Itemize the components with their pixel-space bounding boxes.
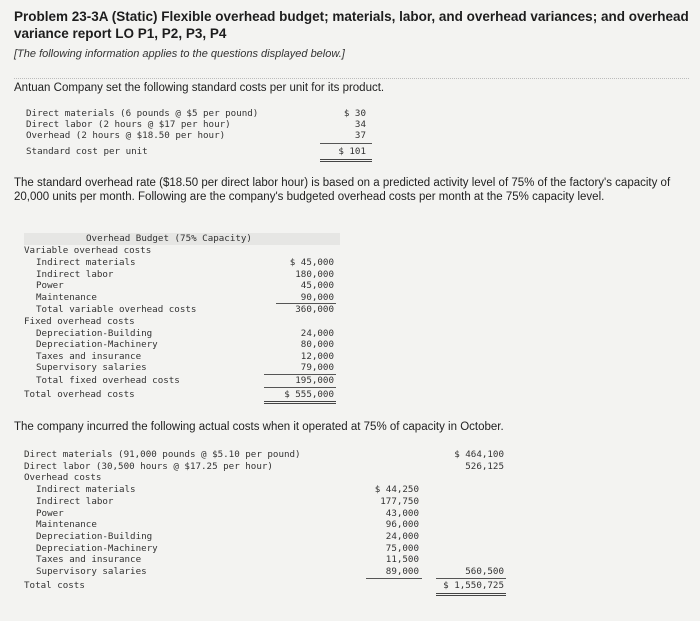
budget-row-value: 79,000 [300,362,334,373]
std-row-value: 34 [354,119,366,130]
grand-total-value: $ 555,000 [284,389,334,400]
actual-overhead-heading: Overhead costs [24,472,102,484]
budget-row-value: 12,000 [300,350,334,362]
std-total-value: $ 101 [338,146,366,157]
budget-row-label: Taxes and insurance [36,350,142,362]
total-costs-label: Total costs [24,580,85,591]
budget-row-label: Power [36,280,64,291]
variable-heading: Variable overhead costs [24,245,152,256]
actual-row-label: Power [36,507,64,519]
problem-title: Problem 23-3A (Static) Flexible overhead budget; materials, labor, and overhead variances; and overhead variance report LO P1, P2, P3, P4 [14,9,689,41]
actual-row-label: Depreciation-Building [36,530,153,542]
budget-row-label: Indirect labor [36,268,114,280]
actual-paragraph: The company incurred the following actual costs when it operated at 75% of capacity in October. [14,421,504,433]
underline [320,143,372,144]
actual-row-value: 43,000 [385,507,419,519]
info-note: [The following information applies to the questions displayed below.] [14,48,345,60]
std-row-value: $ 30 [343,108,366,119]
actual-row-value: 96,000 [385,519,419,531]
actual-row-label: Supervisory salaries [36,566,147,577]
actual-row-value: 75,000 [385,542,419,554]
budget-row-label: Depreciation-Building [36,327,153,339]
actual-dl-value: 526,125 [465,460,504,472]
fixed-heading: Fixed overhead costs [24,316,135,327]
budget-row-label: Indirect materials [36,257,136,268]
actual-row-label: Maintenance [36,519,97,531]
variable-total-label: Total variable overhead costs [36,304,197,315]
actual-dm-label: Direct materials (91,000 pounds @ $5.10 per pound) [24,449,301,460]
budget-heading: Overhead Budget (75% Capacity) [86,233,252,244]
actual-costs-table [24,449,514,601]
budget-row-value: 24,000 [300,327,334,339]
actual-row-value: 11,500 [385,554,419,566]
actual-row-value: 89,000 [385,566,419,577]
actual-row-label: Taxes and insurance [36,554,142,566]
fixed-total-value: 195,000 [295,375,334,386]
std-row-label: Overhead (2 hours @ $18.50 per hour) [26,130,226,141]
double-underline [320,159,372,162]
budget-row-label: Supervisory salaries [36,362,147,373]
actual-row-label: Indirect materials [36,484,136,496]
overhead-budget-table [24,233,344,405]
actual-dl-label: Direct labor (30,500 hours @ $17.25 per hour) [24,460,273,472]
actual-row-label: Depreciation-Machinery [36,542,158,554]
std-row-value: 37 [354,130,366,141]
actual-row-value: 24,000 [385,530,419,542]
actual-row-label: Indirect labor [36,495,114,507]
actual-overhead-total: 560,500 [465,566,504,577]
actual-row-value: $ 44,250 [374,484,419,496]
rate-paragraph: The standard overhead rate ($18.50 per direct labor hour) is based on a predicted activity level of 75% of the factory's capacity of 20,000 units per month. Following are the company's budgeted overhead costs per month at the 75% capacity level. [14,177,671,203]
budget-row-label: Depreciation-Machinery [36,339,158,350]
variable-total-value: 360,000 [295,304,334,315]
intro-text: Antuan Company set the following standard costs per unit for its product. [14,78,689,95]
fixed-total-label: Total fixed overhead costs [36,375,180,386]
budget-row-value: 180,000 [295,268,334,280]
std-row-label: Direct materials (6 pounds @ $5 per pound) [26,108,259,119]
budget-row-value: 80,000 [300,339,334,350]
actual-dm-value: $ 464,100 [454,449,504,460]
grand-total-label: Total overhead costs [24,389,135,400]
budget-row-value: 45,000 [300,280,334,291]
budget-row-value: 90,000 [300,291,334,303]
budget-row-label: Maintenance [36,291,97,303]
std-row-label: Direct labor (2 hours @ $17 per hour) [26,119,231,130]
std-total-label: Standard cost per unit [26,146,148,157]
actual-row-value: 177,750 [380,495,419,507]
budget-row-value: $ 45,000 [289,257,334,268]
total-costs-value: $ 1,550,725 [443,580,504,591]
